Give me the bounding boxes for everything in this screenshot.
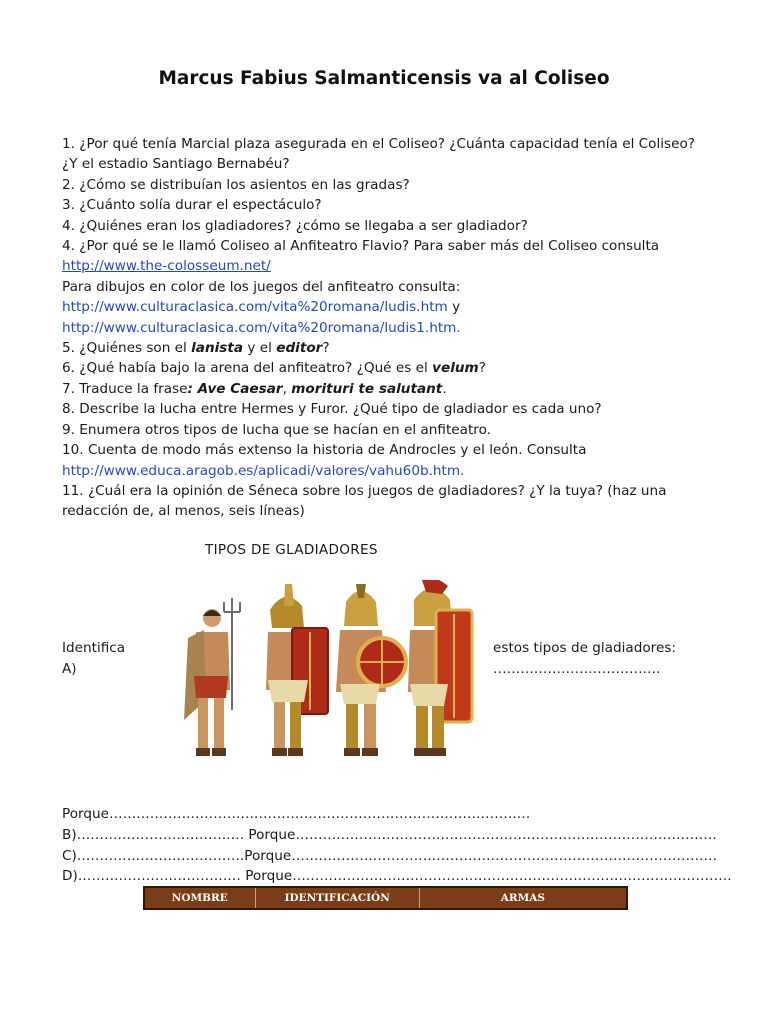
q5-pre: 5. ¿Quiénes son el [62, 340, 192, 357]
question-6 [62, 358, 702, 378]
q5-lanista: lanista [191, 340, 244, 357]
q7-pre: 7. Traduce la frase [62, 380, 188, 397]
question-5 [62, 338, 702, 358]
gladiator-table [143, 886, 628, 910]
ludis-link[interactable]: http://www.culturaclasica.com/vita%20romana/ludis.htm [62, 299, 448, 316]
question-4a: 4. ¿Quiénes eran los gladiadores? ¿cómo se llegaba a ser gladiador? [62, 217, 528, 234]
d-line: D)……………………………… Porque……………………………………………………………………………………. [62, 868, 732, 884]
secutor-figure [266, 584, 328, 756]
question-2: 2. ¿Cómo se distribuían los asientos en las gradas? [62, 176, 410, 193]
ludis1-link[interactable]: http://www.culturaclasica.com/vita%20romana/ludis1.htm. [62, 319, 461, 336]
section-title: TIPOS DE GLADIADORES [205, 542, 378, 558]
question-1: 1. ¿Por qué tenía Marcial plaza asegurada en el Coliseo? ¿Cuánta capacidad tenía el Coliseo? ¿Y el estadio Santiago Bernabéu? [62, 136, 696, 173]
question-9: 9. Enumera otros tipos de lucha que se hacían en el anfiteatro. [62, 421, 491, 438]
q5-mid: y el [243, 340, 277, 357]
estos-label: estos tipos de gladiadores: [493, 640, 676, 656]
header-identificacion: IDENTIFICACIÓN [255, 887, 419, 909]
dibujos-text: Para dibujos en color de los juegos del anfiteatro consulta: [62, 278, 461, 295]
identifica-block [62, 638, 125, 680]
question-3: 3. ¿Cuánto solía durar el espectáculo? [62, 197, 322, 214]
c-line: C)……………………………….Porque…………………………………………………………………………………. [62, 848, 717, 864]
q5-post: ? [322, 340, 330, 357]
table-header-row [144, 887, 627, 909]
q7-post: . [442, 380, 447, 397]
q6-pre: 6. ¿Qué había bajo la arena del anfiteatro? ¿Qué es el [62, 360, 433, 377]
questions-block [62, 134, 702, 522]
question-8: 8. Describe la lucha entre Hermes y Furor. ¿Qué tipo de gladiador es cada uno? [62, 401, 602, 418]
estos-block [493, 638, 676, 680]
educa-link[interactable]: http://www.educa.aragob.es/aplicadi/valores/vahu60b.htm. [62, 462, 465, 479]
question-11: 11. ¿Cuál era la opinión de Séneca sobre los juegos de gladiadores? ¿Y la tuya? (haz una redacción de, al menos, seis líneas) [62, 482, 667, 520]
q6-post: ? [478, 360, 486, 377]
page-title: Marcus Fabius Salmanticensis va al Coliseo [158, 68, 610, 89]
q7-phrase-b: morituri te salutant [291, 380, 443, 397]
question-10: 10. Cuenta de modo más extenso la historia de Androcles y el león. Consulta [62, 442, 587, 459]
colosseum-link[interactable]: http://www.the-colosseum.net/ [62, 258, 271, 275]
b-line: B)………………………………. Porque………………………………………………………………………………… [62, 827, 717, 843]
a-dots: ………………………………. [493, 661, 661, 677]
identifica-label: Identifica [62, 640, 126, 656]
retiarius-figure [184, 598, 240, 756]
question-7 [62, 379, 702, 399]
gladiators-illustration [160, 580, 480, 780]
murmillo-figure [408, 580, 472, 756]
header-armas: ARMAS [419, 887, 627, 909]
q5-editor: editor [276, 340, 323, 357]
header-nombre: NOMBRE [144, 887, 255, 909]
q7-comma: , [282, 380, 292, 397]
question-4b: 4. ¿Por qué se le llamó Coliseo al Anfiteatro Flavio? Para saber más del Coliseo consulta [62, 238, 660, 255]
q7-phrase-a: : Ave Caesar [187, 380, 283, 397]
a-label: A) [62, 661, 77, 677]
y-text: y [447, 299, 461, 316]
thraex-figure [336, 584, 406, 756]
q6-velum: velum [432, 360, 479, 377]
porque-line: Porque………………………………………………………………………………… [62, 806, 531, 822]
